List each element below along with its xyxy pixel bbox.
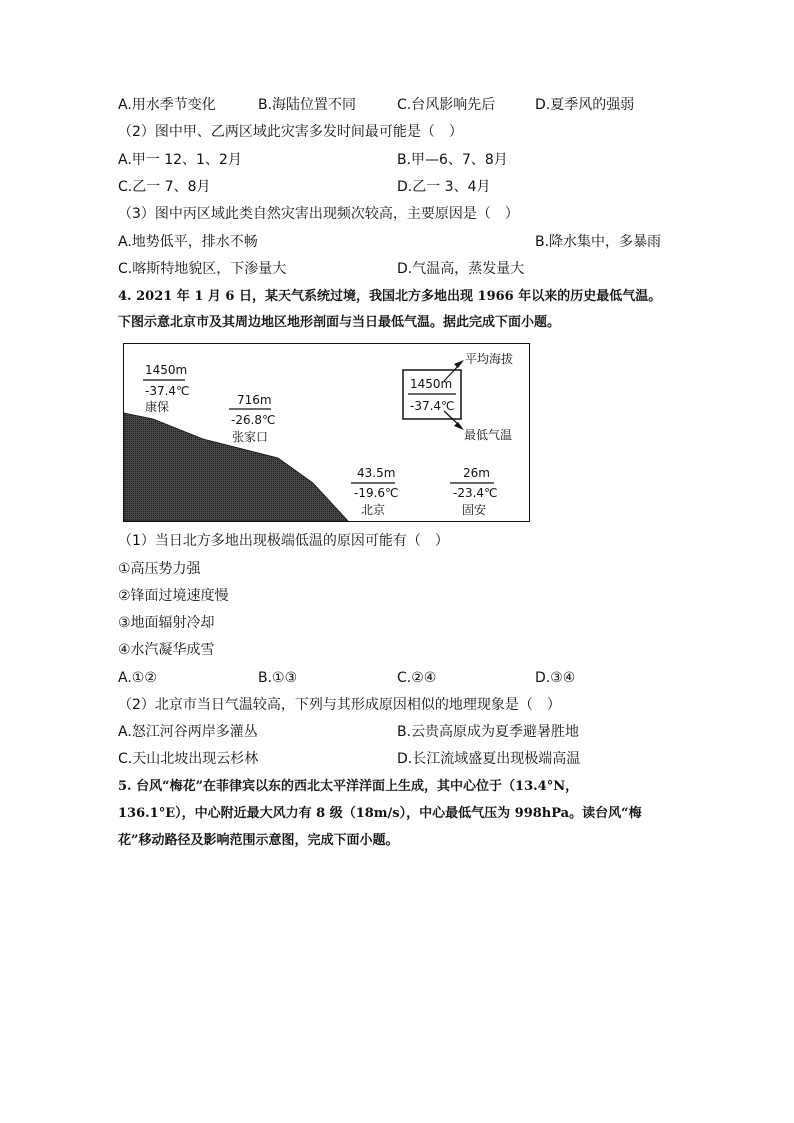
legend-top-label: 平均海拔	[465, 352, 514, 366]
option-c: C.乙一 7、8月	[118, 179, 211, 195]
site-elevation: 43.5m	[357, 466, 396, 480]
option-a: A.甲一 12、1、2月	[118, 152, 242, 168]
site-name: 固安	[462, 503, 487, 517]
option-d: D.③④	[535, 670, 576, 686]
question-stem: （2）图中甲、乙两区域此灾害多发时间最可能是（ ）	[118, 124, 463, 140]
question-intro: 5. 台风“梅花”在菲律宾以东的西北太平洋洋面上生成，其中心位于（13.4°N，	[118, 779, 579, 794]
site-name: 张家口	[232, 430, 269, 444]
site-elevation: 26m	[463, 466, 490, 480]
option-b: B.降水集中，多暴雨	[535, 234, 662, 250]
site-elevation: 716m	[237, 393, 272, 407]
question-stem: （3）图中丙区域此类自然灾害出现频次较高，主要原因是（ ）	[118, 206, 519, 222]
option-b: B.云贵高原成为夏季避暑胜地	[397, 724, 580, 740]
site-name: 北京	[361, 503, 386, 517]
option-a: A.怒江河谷两岸多灌丛	[118, 724, 258, 740]
option-c: C.②④	[397, 670, 437, 686]
option-b: B.海陆位置不同	[258, 97, 357, 113]
option-d: D.气温高，蒸发量大	[397, 261, 525, 277]
option-d: D.长江流域盛夏出现极端高温	[397, 751, 581, 767]
option-b: B.①③	[258, 670, 298, 686]
option-d: D.乙一 3、4月	[397, 179, 491, 195]
option-a: A.①②	[118, 670, 157, 686]
question-stem: （2）北京市当日气温较高，下列与其形成原因相似的地理现象是（ ）	[118, 697, 561, 713]
option-a: A.地势低平，排水不畅	[118, 234, 258, 250]
statement-item: ③地面辐射冷却	[118, 615, 215, 631]
legend-bottom-label: 最低气温	[464, 428, 513, 442]
statement-item: ④水汽凝华成雪	[118, 642, 215, 658]
option-c: C.喀斯特地貌区，下渗量大	[118, 261, 287, 277]
site-name: 康保	[145, 400, 170, 414]
legend-elevation: 1450m	[410, 377, 453, 391]
option-c: C.台风影响先后	[397, 97, 496, 113]
question-intro: 花”移动路径及影响范围示意图，完成下面小题。	[118, 833, 399, 848]
question-intro: 4. 2021 年 1 月 6 日，某天气系统过境，我国北方多地出现 1966 年以来的历史最低气温。	[118, 289, 662, 304]
site-temperature: -19.6℃	[354, 486, 399, 500]
legend-temperature: -37.4℃	[410, 399, 455, 413]
option-b: B.甲—6、7、8月	[397, 152, 508, 168]
question-stem: （1）当日北方多地出现极端低温的原因可能有（ ）	[118, 533, 449, 549]
question-intro: 下图示意北京市及其周边地区地形剖面与当日最低气温。据此完成下面小题。	[118, 315, 561, 330]
site-temperature: -26.8℃	[231, 413, 276, 427]
option-d: D.夏季风的强弱	[535, 97, 635, 113]
option-c: C.天山北坡出现云杉林	[118, 751, 259, 767]
statement-item: ②锋面过境速度慢	[118, 588, 229, 604]
option-a: A.用水季节变化	[118, 97, 216, 113]
site-temperature: -23.4℃	[453, 486, 498, 500]
terrain-profile-figure	[123, 343, 530, 522]
question-intro: 136.1°E），中心附近最大风力有 8 级（18m/s），中心最低气压为 998hPa。读台风“梅	[118, 806, 642, 821]
statement-item: ①高压势力强	[118, 561, 201, 577]
site-elevation: 1450m	[145, 363, 188, 377]
site-temperature: -37.4℃	[145, 384, 190, 398]
